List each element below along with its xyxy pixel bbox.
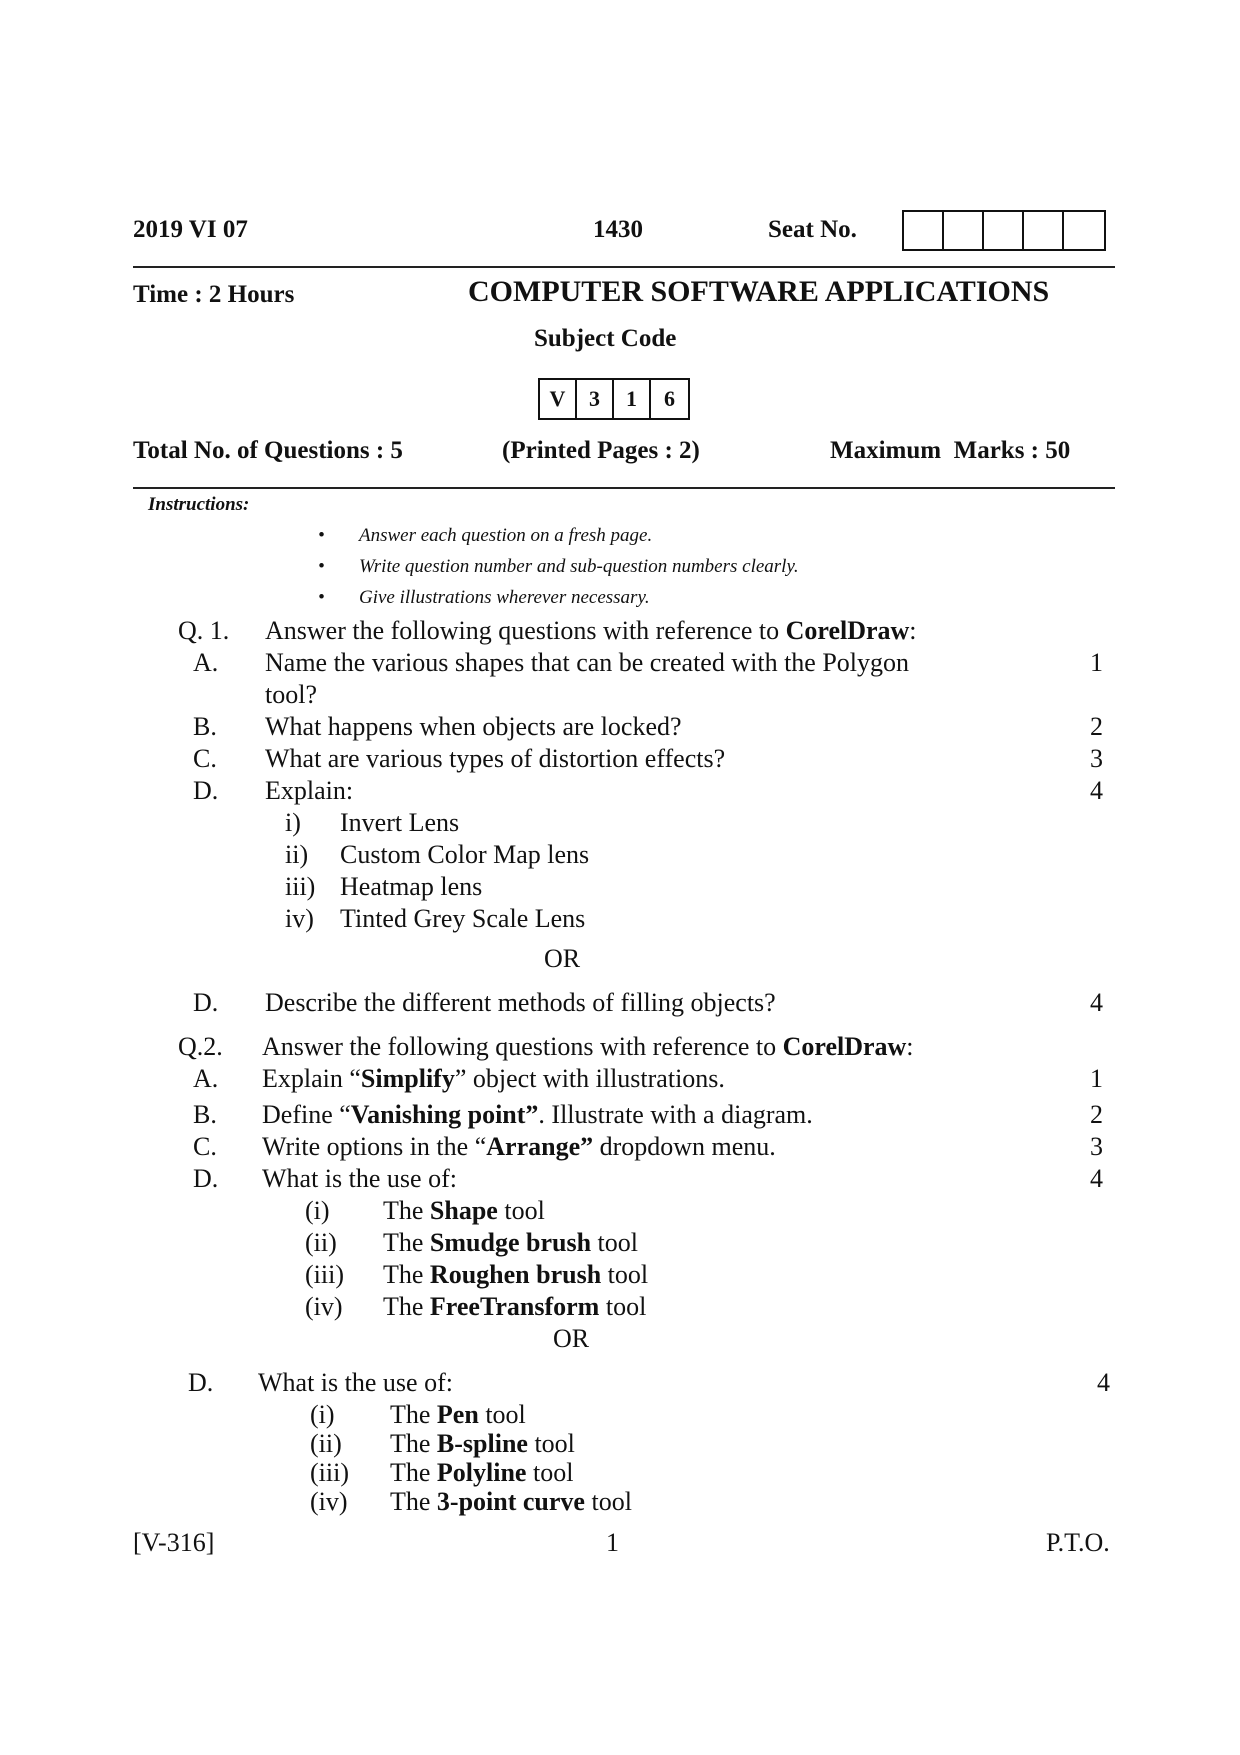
seat-box[interactable] bbox=[984, 212, 1024, 249]
seat-box[interactable] bbox=[1064, 212, 1104, 249]
total-questions: Total No. of Questions : 5 bbox=[133, 437, 403, 464]
subject-code-boxes bbox=[538, 378, 690, 420]
sub-question-text: Name the various shapes that can be created with the Polygon bbox=[265, 648, 910, 677]
instruction-bullet: • bbox=[318, 525, 325, 546]
sub-question-text: What are various types of distortion effects? bbox=[265, 744, 726, 773]
or-separator: OR bbox=[553, 1324, 590, 1353]
subject-code-char: 3 bbox=[577, 380, 614, 418]
sub-item-number: i) bbox=[285, 808, 301, 837]
instruction-item: Write question number and sub-question numbers clearly. bbox=[359, 556, 799, 577]
question-number: Q. 1. bbox=[178, 616, 230, 645]
seat-number-boxes[interactable] bbox=[902, 210, 1106, 251]
printed-pages: (Printed Pages : 2) bbox=[502, 437, 700, 464]
sub-item-text: The Shape tool bbox=[383, 1196, 545, 1225]
time-allowed: Time : 2 Hours bbox=[133, 281, 295, 308]
instructions-divider bbox=[133, 487, 1115, 489]
sub-question-text: Write options in the “Arrange” dropdown menu. bbox=[262, 1132, 776, 1161]
page-number: 1 bbox=[606, 1528, 619, 1557]
instruction-bullet: • bbox=[318, 556, 325, 577]
sub-item-text: The Pen tool bbox=[390, 1400, 526, 1429]
marks: 3 bbox=[1090, 744, 1103, 773]
marks: 2 bbox=[1090, 712, 1103, 741]
instruction-item: Give illustrations wherever necessary. bbox=[359, 587, 650, 608]
question-number: Q.2. bbox=[178, 1032, 223, 1061]
sub-item-number: (i) bbox=[305, 1196, 330, 1225]
marks: 1 bbox=[1090, 648, 1103, 677]
sub-question-text: Explain: bbox=[265, 776, 354, 805]
seat-label: Seat No. bbox=[768, 216, 857, 243]
sub-question-label: A. bbox=[193, 648, 219, 677]
sub-question-label: D. bbox=[193, 1164, 219, 1193]
sub-question-text: tool? bbox=[265, 680, 317, 709]
subject-code-char: 1 bbox=[614, 380, 651, 418]
sub-item-text: The Polyline tool bbox=[390, 1458, 574, 1487]
sub-item-text: Tinted Grey Scale Lens bbox=[340, 904, 586, 933]
sub-item-number: (iv) bbox=[305, 1292, 343, 1321]
seat-box[interactable] bbox=[944, 212, 984, 249]
sub-item-text: The B-spline tool bbox=[390, 1429, 575, 1458]
sub-item-number: (iii) bbox=[305, 1260, 344, 1289]
sub-item-text: Custom Color Map lens bbox=[340, 840, 590, 869]
paper-date-code: 2019 VI 07 bbox=[133, 216, 248, 243]
seat-box[interactable] bbox=[904, 212, 944, 249]
sub-item-number: (iv) bbox=[310, 1487, 348, 1516]
sub-item-text: The Roughen brush tool bbox=[383, 1260, 649, 1289]
sub-question-label: D. bbox=[188, 1368, 214, 1397]
sub-question-label: C. bbox=[193, 1132, 217, 1161]
sub-item-text: Invert Lens bbox=[340, 808, 460, 837]
marks: 4 bbox=[1090, 776, 1103, 805]
sub-question-label: D. bbox=[193, 988, 219, 1017]
seat-box[interactable] bbox=[1024, 212, 1064, 249]
header-divider bbox=[133, 266, 1115, 268]
subject-title: COMPUTER SOFTWARE APPLICATIONS bbox=[468, 275, 1050, 308]
sub-item-text: The Smudge brush tool bbox=[383, 1228, 638, 1257]
subject-code-char: V bbox=[540, 380, 577, 418]
sub-question-label: B. bbox=[193, 1100, 217, 1129]
sub-item-number: iii) bbox=[285, 872, 316, 901]
sub-item-number: iv) bbox=[285, 904, 314, 933]
sub-question-text: Explain “Simplify” object with illustrations. bbox=[262, 1064, 725, 1093]
instruction-bullet: • bbox=[318, 587, 325, 608]
sub-question-text: Define “Vanishing point”. Illustrate with a diagram. bbox=[262, 1100, 813, 1129]
marks: 4 bbox=[1097, 1368, 1110, 1397]
question-stem: Answer the following questions with reference to CorelDraw: bbox=[265, 616, 917, 645]
marks: 2 bbox=[1090, 1100, 1103, 1129]
maximum-marks: Maximum Marks : 50 bbox=[830, 437, 1071, 464]
sub-item-number: (i) bbox=[310, 1400, 335, 1429]
instructions-title: Instructions: bbox=[148, 494, 250, 515]
marks: 4 bbox=[1090, 1164, 1103, 1193]
sub-item-number: ii) bbox=[285, 840, 309, 869]
marks: 1 bbox=[1090, 1064, 1103, 1093]
subject-code-label: Subject Code bbox=[534, 325, 677, 352]
instruction-item: Answer each question on a fresh page. bbox=[359, 525, 653, 546]
sub-question-text: What is the use of: bbox=[262, 1164, 457, 1193]
please-turn-over: P.T.O. bbox=[1046, 1528, 1110, 1557]
footer-paper-code: [V-316] bbox=[133, 1528, 215, 1557]
marks: 3 bbox=[1090, 1132, 1103, 1161]
sub-question-text: What happens when objects are locked? bbox=[265, 712, 682, 741]
question-stem: Answer the following questions with reference to CorelDraw: bbox=[262, 1032, 914, 1061]
sub-item-number: (iii) bbox=[310, 1458, 349, 1487]
sub-item-number: (ii) bbox=[310, 1429, 342, 1458]
sub-question-label: B. bbox=[193, 712, 217, 741]
or-separator: OR bbox=[544, 944, 581, 973]
paper-number: 1430 bbox=[593, 216, 643, 243]
sub-item-text: The 3-point curve tool bbox=[390, 1487, 632, 1516]
sub-question-label: D. bbox=[193, 776, 219, 805]
sub-question-label: C. bbox=[193, 744, 217, 773]
sub-question-text: Describe the different methods of filling objects? bbox=[265, 988, 776, 1017]
subject-code-char: 6 bbox=[664, 386, 675, 411]
sub-item-text: Heatmap lens bbox=[340, 872, 483, 901]
marks: 4 bbox=[1090, 988, 1103, 1017]
sub-item-text: The FreeTransform tool bbox=[383, 1292, 647, 1321]
sub-question-label: A. bbox=[193, 1064, 219, 1093]
sub-question-text: What is the use of: bbox=[258, 1368, 453, 1397]
sub-item-number: (ii) bbox=[305, 1228, 337, 1257]
